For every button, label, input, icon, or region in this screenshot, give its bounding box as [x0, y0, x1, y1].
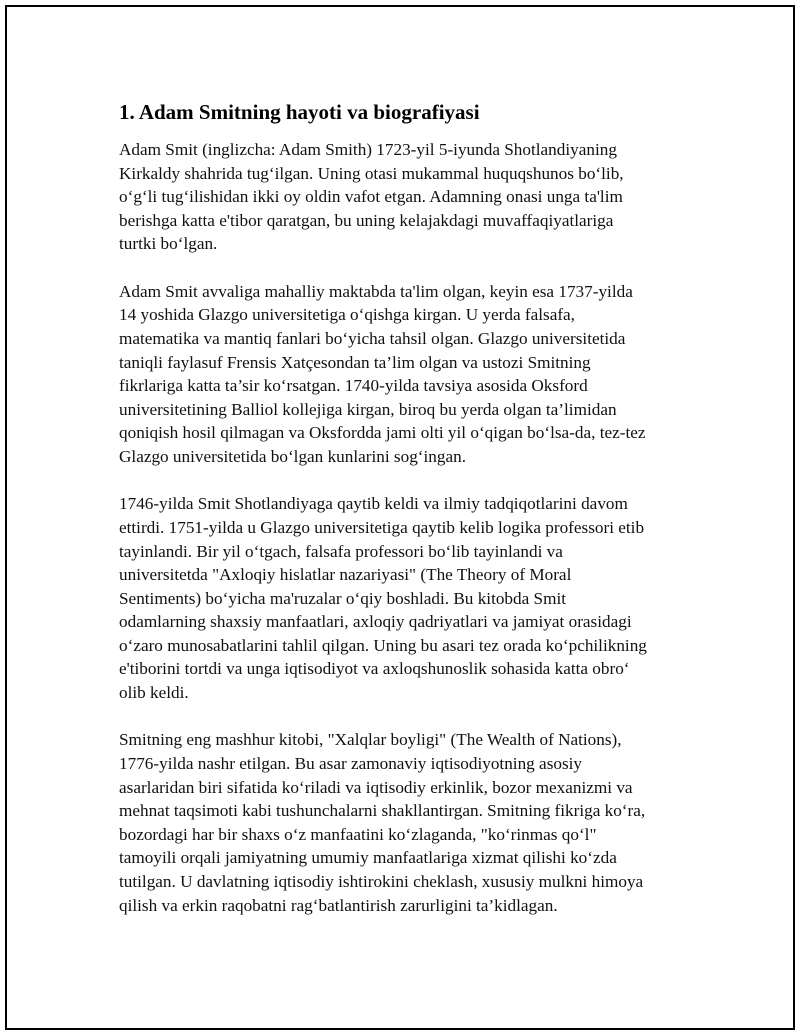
- paragraph-career: 1746-yilda Smit Shotlandiyaga qaytib keldi va ilmiy tadqiqotlarini davom ettirdi. 1751-yilda u Glazgo universitetiga qaytib kelib logika professori etib tayinlandi. Bir yil o‘tgach, falsafa professori bo‘lib tayinlandi va universitetda "Axloqiy hislatlar nazariyasi" (The Theory of Moral Sentiments) bo‘yicha ma'ruzalar o‘qiy boshladi. Bu kitobda Smit odamlarning shaxsiy manfaatlari, axloqiy qadriyatlari va jamiyat orasidagi o‘zaro munosabatlarini tahlil qilgan. Uning bu asari tez orada ko‘pchilikning e'tiborini tortdi va unga iqtisodiyot va axloqshunoslik sohasida katta obro‘ olib keldi.: [119, 494, 647, 703]
- section-heading: 1. Adam Smitning hayoti va biografiyasi: [119, 100, 480, 124]
- document-body: [119, 97, 699, 941]
- paragraph-early-life: Adam Smit (inglizcha: Adam Smith) 1723-yil 5-iyunda Shotlandiyaning Kirkaldy shahrida tug‘ilgan. Uning otasi mukammal huquqshunos bo‘lib, o‘g‘li tug‘ilishidan ikki oy oldin vafot etgan. Adamning onasi unga ta'lim berishga katta e'tibor qaratgan, bu uning kelajakdagi muvaffaqiyatlariga turtki bo‘lgan.: [119, 140, 624, 254]
- paragraph-education: Adam Smit avvaliga mahalliy maktabda ta'lim olgan, keyin esa 1737-yilda 14 yoshida Glazgo universitetiga o‘qishga kirgan. U yerda falsafa, matematika va mantiq fanlari bo‘yicha tahsil olgan. Glazgo universitetida taniqli faylasuf Frensis Xatçesondan ta’lim olgan va ustozi Smitning fikrlariga katta ta’sir ko‘rsatgan. 1740-yilda tavsiya asosida Oksford universitetining Balliol kollejiga kirgan, biroq bu yerda olgan ta’limidan qoniqish hosil qilmagan va Oksfordda jami olti yil o‘qigan bo‘lsa-da, tez-tez Glazgo universitetida bo‘lgan kunlarini sog‘ingan.: [119, 281, 646, 466]
- page-frame: [5, 5, 795, 1030]
- paragraph-wealth-of-nations: Smitning eng mashhur kitobi, "Xalqlar boyligi" (The Wealth of Nations), 1776-yilda nashr etilgan. Bu asar zamonaviy iqtisodiyotning asosiy asarlaridan biri sifatida ko‘riladi va iqtisodiy erkinlik, bozor mexanizmi va mehnat taqsimoti kabi tushunchalarni shakllantirgan. Smitning fikriga ko‘ra, bozordagi har bir shaxs o‘z manfaatini ko‘zlaganda, "ko‘rinmas qo‘l" tamoyili orqali jamiyatning umumiy manfaatlariga xizmat qilishi ko‘zda tutilgan. U davlatning iqtisodiy ishtirokini cheklash, xususiy mulkni himoya qilish va erkin raqobatni rag‘batlantirish zarurligini ta’kidlagan.: [119, 730, 646, 915]
